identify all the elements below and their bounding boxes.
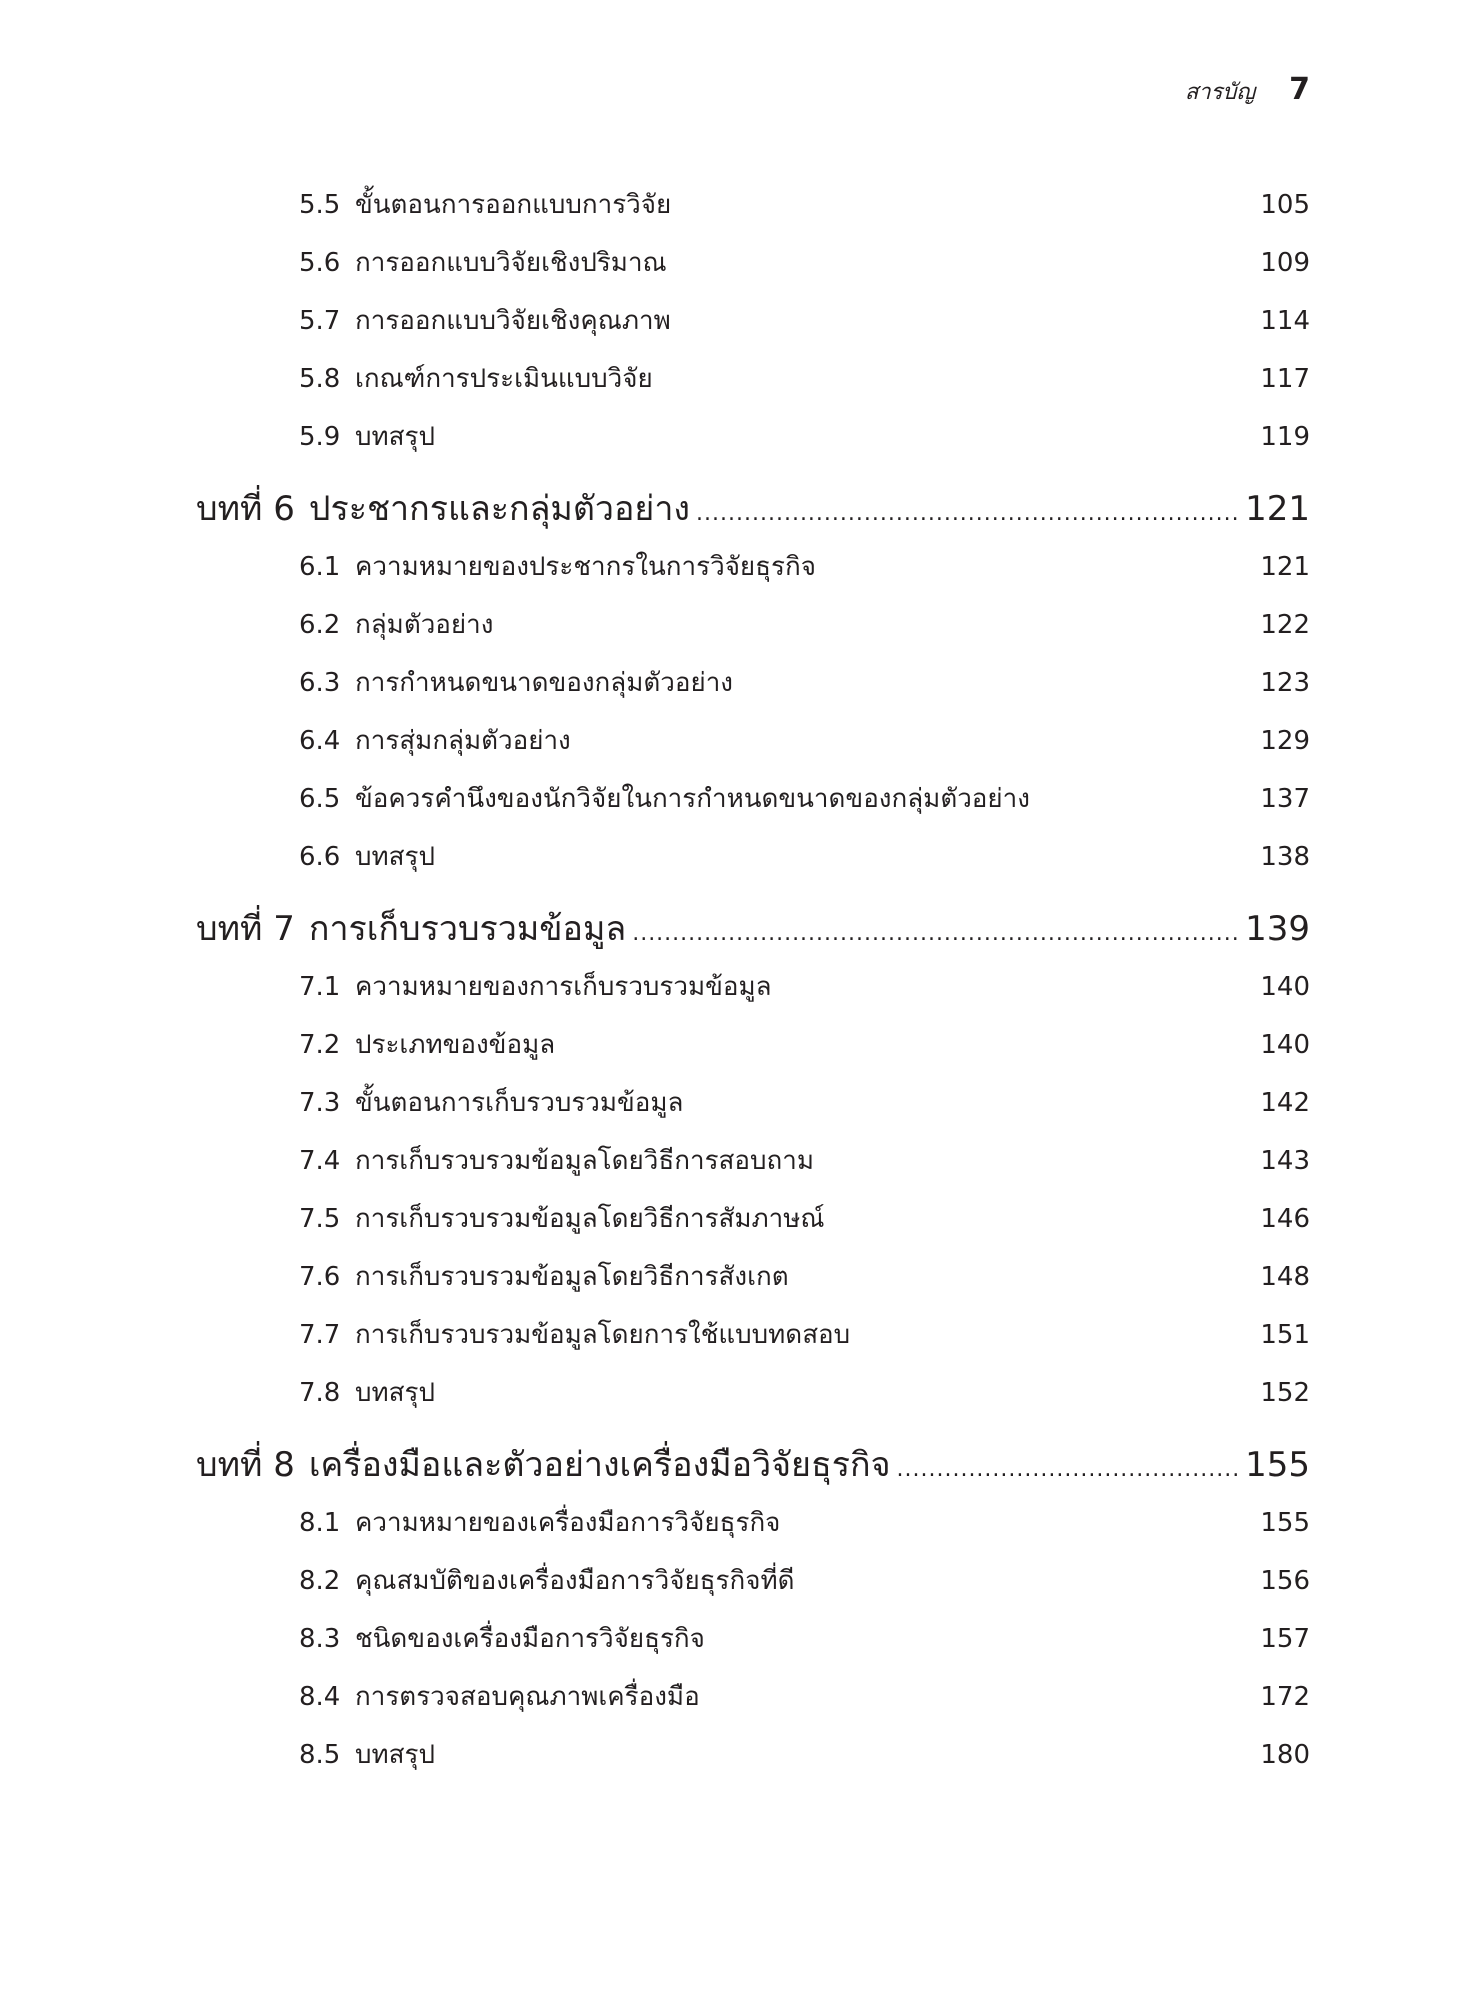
toc-section-row <box>196 1552 1310 1610</box>
toc-section-row <box>196 958 1310 1016</box>
page-number: 143 <box>1260 1146 1310 1176</box>
toc-section-row <box>196 1016 1310 1074</box>
toc-section-row <box>196 1248 1310 1306</box>
section-title: บทสรุป <box>355 842 435 872</box>
page-number: 129 <box>1260 726 1310 756</box>
toc-section-row <box>196 712 1310 770</box>
toc-section-row <box>196 408 1310 466</box>
chapter-number: บทที่ 6 <box>196 489 295 529</box>
toc-section-row <box>196 292 1310 350</box>
page-number: 172 <box>1260 1682 1310 1712</box>
toc-section-row <box>196 1364 1310 1422</box>
section-title: การออกแบบวิจัยเชิงคุณภาพ <box>355 306 671 336</box>
toc-section-row <box>196 1668 1310 1726</box>
section-title: ความหมายของเครื่องมือการวิจัยธุรกิจ <box>355 1508 781 1538</box>
toc-section-row <box>196 828 1310 886</box>
page-number: 140 <box>1260 1030 1310 1060</box>
toc-section-row <box>196 654 1310 712</box>
toc-section-row <box>196 1610 1310 1668</box>
section-number: 7.2 <box>299 1030 341 1060</box>
page-number: 151 <box>1260 1320 1310 1350</box>
section-title: ชนิดของเครื่องมือการวิจัยธุรกิจ <box>355 1624 705 1654</box>
toc-section-row <box>196 1074 1310 1132</box>
section-number: 7.1 <box>299 972 341 1002</box>
toc-section-row <box>196 234 1310 292</box>
dot-leader <box>696 485 1239 543</box>
chapter-title: การเก็บรวบรวมข้อมูล <box>308 909 627 949</box>
chapter-number: บทที่ 8 <box>196 1445 295 1485</box>
section-number: 5.5 <box>299 190 341 220</box>
chapter-number: บทที่ 7 <box>196 909 295 949</box>
page-number: 123 <box>1260 668 1310 698</box>
section-title: ความหมายของการเก็บรวบรวมข้อมูล <box>355 972 772 1002</box>
page-number: 117 <box>1260 364 1310 394</box>
section-title: ขั้นตอนการออกแบบการวิจัย <box>355 190 672 220</box>
toc-chapter-row <box>196 900 1310 958</box>
section-number: 7.4 <box>299 1146 341 1176</box>
running-header <box>1185 72 1310 109</box>
section-title: การเก็บรวบรวมข้อมูลโดยวิธีการสัมภาษณ์ <box>355 1204 825 1234</box>
section-title: คุณสมบัติของเครื่องมือการวิจัยธุรกิจที่ดี <box>355 1566 795 1596</box>
toc-chapter-row <box>196 480 1310 538</box>
section-title: การออกแบบวิจัยเชิงปริมาณ <box>355 248 667 278</box>
toc-section-row <box>196 596 1310 654</box>
section-number: 7.7 <box>299 1320 341 1350</box>
section-number: 7.8 <box>299 1378 341 1408</box>
section-title: การเก็บรวบรวมข้อมูลโดยการใช้แบบทดสอบ <box>355 1320 851 1350</box>
page-number: 148 <box>1260 1262 1310 1292</box>
section-title: ขั้นตอนการเก็บรวบรวมข้อมูล <box>355 1088 684 1118</box>
toc-section-row <box>196 1726 1310 1784</box>
toc-section-row <box>196 1132 1310 1190</box>
section-number: 6.2 <box>299 610 341 640</box>
section-number: 7.5 <box>299 1204 341 1234</box>
section-title: การกำหนดขนาดของกลุ่มตัวอย่าง <box>355 668 734 698</box>
section-number: 6.4 <box>299 726 341 756</box>
page-number: 122 <box>1260 610 1310 640</box>
page-number: 142 <box>1260 1088 1310 1118</box>
section-title: บทสรุป <box>355 1378 435 1408</box>
toc-section-row <box>196 1494 1310 1552</box>
section-number: 7.3 <box>299 1088 341 1118</box>
section-title: การตรวจสอบคุณภาพเครื่องมือ <box>355 1682 700 1712</box>
section-number: 5.6 <box>299 248 341 278</box>
page-number: 156 <box>1260 1566 1310 1596</box>
toc-chapter-row <box>196 1436 1310 1494</box>
page-number: 121 <box>1245 489 1310 529</box>
page-number: 155 <box>1245 1445 1310 1485</box>
page-number: 121 <box>1260 552 1310 582</box>
section-number: 8.1 <box>299 1508 341 1538</box>
section-number: 8.3 <box>299 1624 341 1654</box>
section-number: 8.4 <box>299 1682 341 1712</box>
section-number: 5.7 <box>299 306 341 336</box>
section-title: บทสรุป <box>355 1740 435 1770</box>
header-page-number: 7 <box>1289 72 1310 107</box>
page-number: 109 <box>1260 248 1310 278</box>
page-number: 139 <box>1245 909 1310 949</box>
page-number: 137 <box>1260 784 1310 814</box>
page-number: 119 <box>1260 422 1310 452</box>
chapter-title: เครื่องมือและตัวอย่างเครื่องมือวิจัยธุรกิจ <box>308 1445 891 1485</box>
page-number: 140 <box>1260 972 1310 1002</box>
section-title: การสุ่มกลุ่มตัวอย่าง <box>355 726 571 756</box>
section-number: 6.6 <box>299 842 341 872</box>
table-of-contents <box>196 176 1310 1784</box>
section-number: 5.8 <box>299 364 341 394</box>
header-label: สารบัญ <box>1184 80 1256 105</box>
page-number: 105 <box>1260 190 1310 220</box>
dot-leader <box>632 905 1239 963</box>
toc-section-row <box>196 1190 1310 1248</box>
toc-section-row <box>196 350 1310 408</box>
page-number: 152 <box>1260 1378 1310 1408</box>
page-number: 114 <box>1260 306 1310 336</box>
section-title: กลุ่มตัวอย่าง <box>355 610 494 640</box>
page-number: 157 <box>1260 1624 1310 1654</box>
section-title: ความหมายของประชากรในการวิจัยธุรกิจ <box>355 552 816 582</box>
toc-section-row <box>196 176 1310 234</box>
section-number: 8.5 <box>299 1740 341 1770</box>
page-number: 180 <box>1260 1740 1310 1770</box>
chapter-title: ประชากรและกลุ่มตัวอย่าง <box>308 489 691 529</box>
page-number: 138 <box>1260 842 1310 872</box>
toc-section-row <box>196 770 1310 828</box>
page-number: 155 <box>1260 1508 1310 1538</box>
page-number: 146 <box>1260 1204 1310 1234</box>
section-number: 6.1 <box>299 552 341 582</box>
section-title: ข้อควรคำนึงของนักวิจัยในการกำหนดขนาดของกลุ่มตัวอย่าง <box>355 784 1030 814</box>
dot-leader <box>897 1441 1240 1499</box>
section-title: บทสรุป <box>355 422 435 452</box>
section-title: เกณฑ์การประเมินแบบวิจัย <box>355 364 653 394</box>
section-title: การเก็บรวบรวมข้อมูลโดยวิธีการสังเกต <box>355 1262 789 1292</box>
section-number: 6.3 <box>299 668 341 698</box>
toc-section-row <box>196 1306 1310 1364</box>
toc-section-row <box>196 538 1310 596</box>
section-number: 5.9 <box>299 422 341 452</box>
section-number: 8.2 <box>299 1566 341 1596</box>
section-title: ประเภทของข้อมูล <box>355 1030 556 1060</box>
section-title: การเก็บรวบรวมข้อมูลโดยวิธีการสอบถาม <box>355 1146 814 1176</box>
section-number: 7.6 <box>299 1262 341 1292</box>
section-number: 6.5 <box>299 784 341 814</box>
